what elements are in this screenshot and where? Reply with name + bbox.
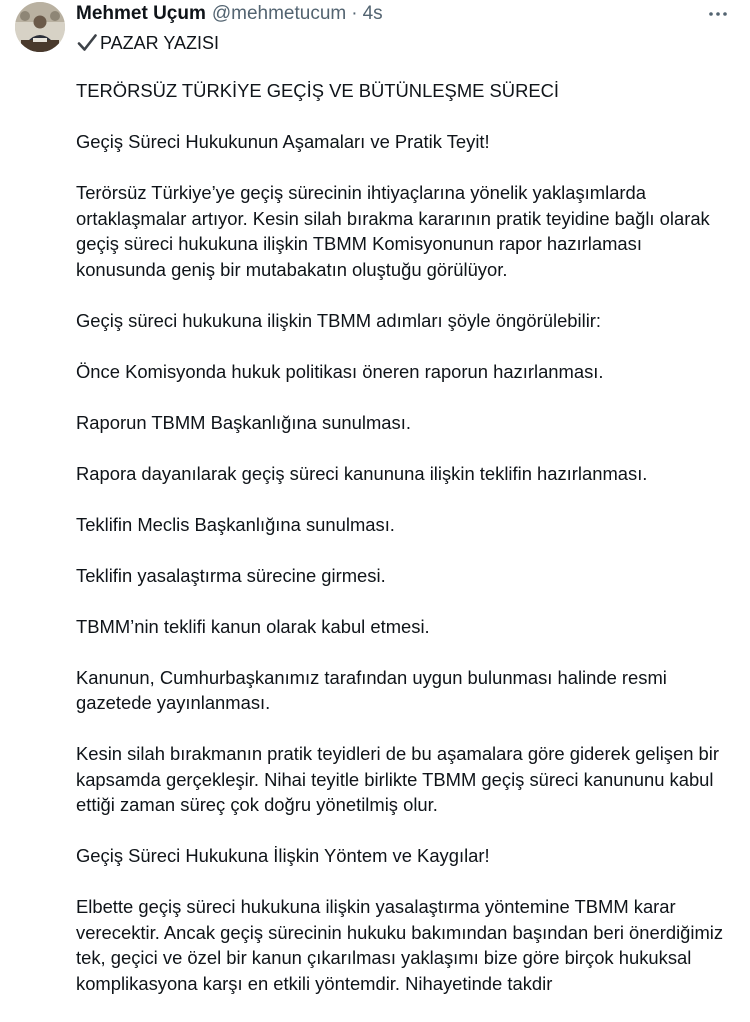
section-heading: Geçiş Süreci Hukukunun Aşamaları ve Pratik Teyit! [76, 131, 490, 152]
user-handle[interactable]: @mehmetucum [211, 3, 347, 24]
avatar[interactable] [15, 2, 65, 52]
more-icon[interactable] [706, 4, 730, 24]
tweet-paragraph: Teklifin yasalaştırma sürecine girmesi. [76, 564, 386, 586]
tweet-paragraph: Geçiş süreci hukukuna ilişkin TBMM adımları şöyle öngörülebilir: [76, 309, 602, 331]
separator-dot: · [351, 3, 358, 24]
display-name[interactable]: Mehmet Uçum [76, 3, 206, 24]
timestamp[interactable]: 4s [362, 3, 383, 24]
tweet-paragraph: Elbette geçiş süreci hukukuna ilişkin yasalaştırma yöntemine TBMM karar verecektir. Ancak geçiş sürecinin hukuku bakımından başından beri önerdiğimiz tek, geçici ve özel bir kanun çıkarılması yaklaşımı bize göre birçok hukuksal komplikasyona karşı en etkili yöntemdir. Nihayetinde takdir [76, 896, 724, 994]
tweet-title: TERÖRSÜZ TÜRKİYE GEÇİŞ VE BÜTÜNLEŞME SÜRECİ [76, 80, 560, 101]
tweet-paragraph: Teklifin Meclis Başkanlığına sunulması. [76, 513, 395, 535]
tweet-tag: PAZAR YAZISI [100, 33, 220, 53]
tweet-paragraph: Önce Komisyonda hukuk politikası öneren raporun hazırlanması. [76, 360, 604, 382]
tweet-paragraph: Raporun TBMM Başkanlığına sunulması. [76, 411, 411, 433]
tweet-header [76, 2, 383, 26]
check-mark-icon [76, 32, 98, 54]
tweet-body [76, 78, 736, 1022]
section-heading: Geçiş Süreci Hukukuna İlişkin Yöntem ve Kaygılar! [76, 845, 490, 866]
tweet-paragraph: Rapora dayanılarak geçiş süreci kanununa ilişkin teklifin hazırlanması. [76, 462, 648, 484]
tweet-tag-line [76, 30, 219, 56]
tweet-paragraph: Terörsüz Türkiye’ye geçiş sürecinin ihtiyaçlarına yönelik yaklaşımlarda ortaklaşmalar artıyor. Kesin silah bırakma kararının pratik teyidine bağlı olarak geçiş süreci hukukuna ilişkin TBMM Komisyonunun rapor hazırlaması konusunda geniş bir mutabakatın oluştuğu görülüyor. [76, 182, 710, 280]
tweet-paragraph: Kanunun, Cumhurbaşkanımız tarafından uygun bulunması halinde resmi gazetede yayınlanması. [76, 666, 667, 713]
tweet-paragraph: Kesin silah bırakmanın pratik teyidleri de bu aşamalara göre giderek gelişen bir kapsamda gerçekleşir. Nihai teyitle birlikte TBMM geçiş süreci kanununu kabul ettiği zaman süreç çok doğru yönetilmiş olur. [76, 743, 719, 815]
tweet-paragraph: TBMM’nin teklifi kanun olarak kabul etmesi. [76, 615, 430, 637]
